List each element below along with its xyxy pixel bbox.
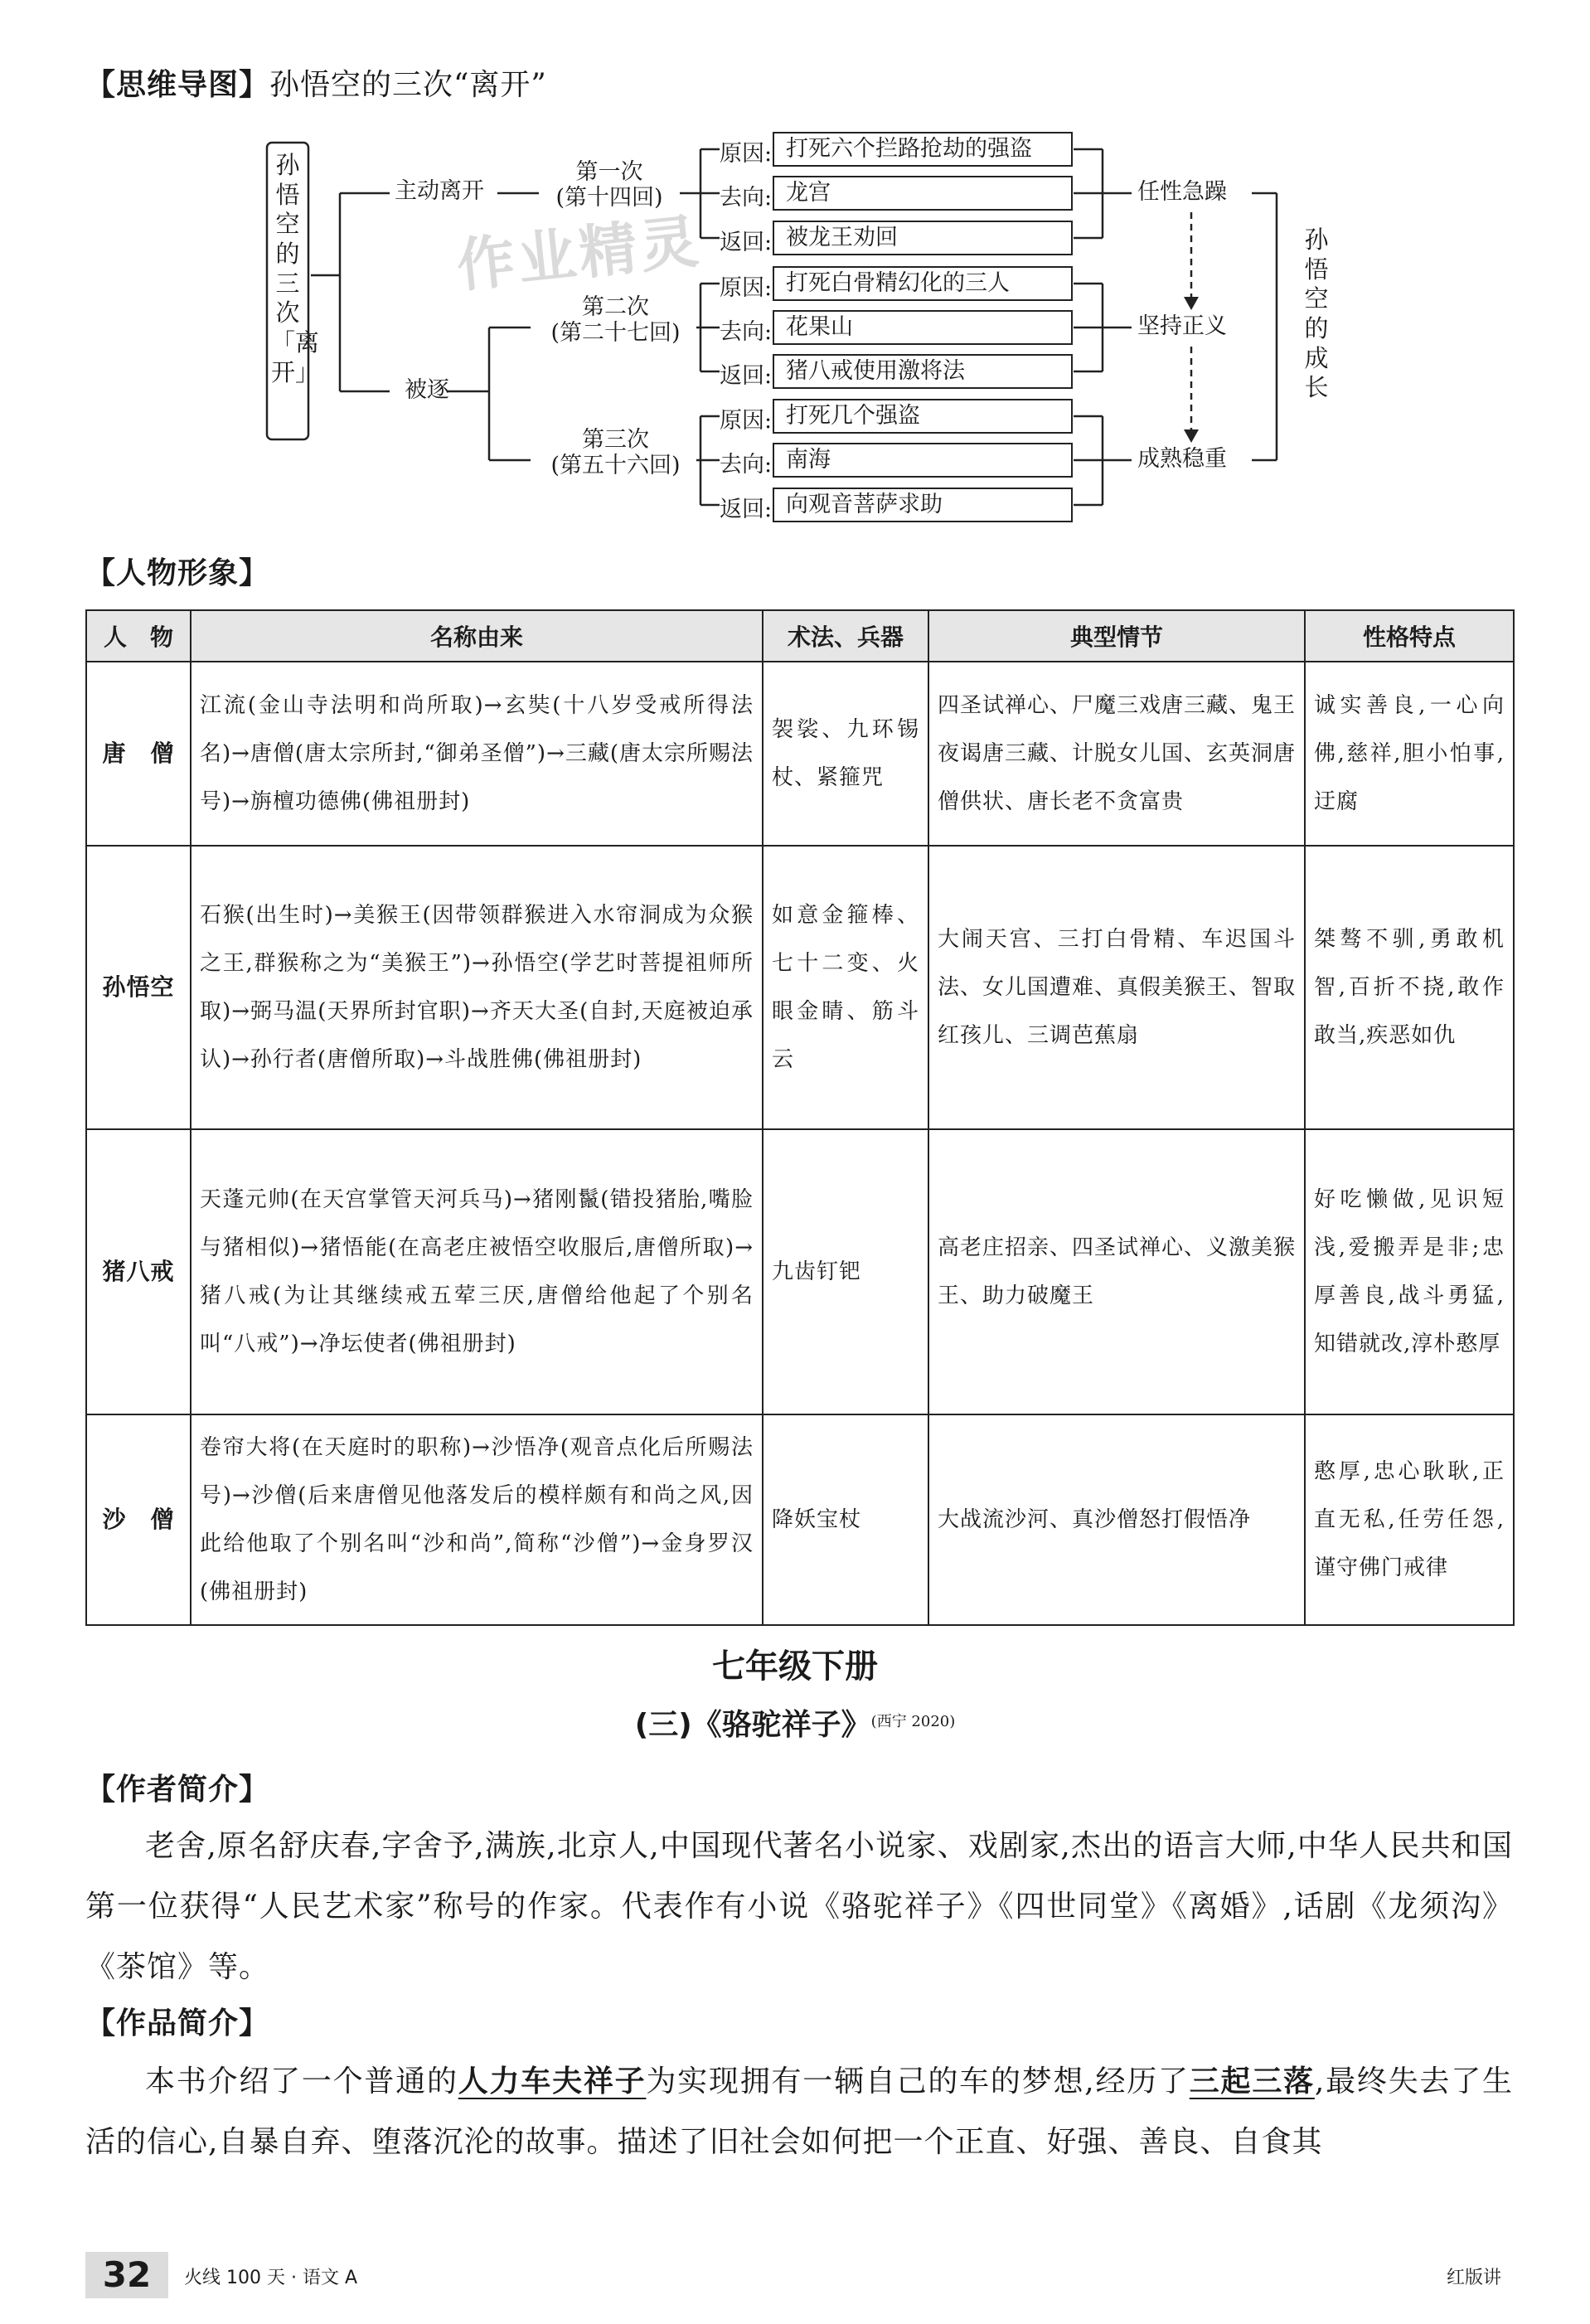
trait-bracket-1: [1074, 149, 1132, 238]
trait: 憨厚,忠心耿耿,正直无私,任劳任怨,谨守佛门戒律: [1305, 1414, 1514, 1625]
return-box-3: 向观音菩萨求助: [773, 488, 1073, 522]
arrowhead-1: [1184, 297, 1199, 310]
character-name: 唐 僧: [86, 662, 191, 846]
col-header-origin: 名称由来: [191, 610, 763, 662]
time-3: [531, 427, 700, 478]
time-3-chapter: (第五十六回): [550, 453, 681, 479]
time-3-ordinal: 第三次: [582, 427, 649, 453]
weapon: 袈裟、九环锡杖、紧箍咒: [763, 662, 928, 846]
dest-box-1: 龙宫: [773, 176, 1073, 211]
page-number: 32: [85, 2252, 168, 2298]
work-text-3: ,最终失去了生活的信心,自暴自弃、堕落沉沦的故事。描述了旧社会如何把一个正直、好强、善良、自食其: [85, 2064, 1513, 2159]
reason-label: 原因:: [720, 141, 773, 167]
character-table: [85, 609, 1515, 1626]
work-text-2: 为实现拥有一辆自己的车的梦想,经历了: [646, 2064, 1190, 2098]
character-name: 沙 僧: [86, 1414, 191, 1625]
table-header-row: [86, 610, 1514, 662]
book-title: [0, 1701, 1590, 1744]
return-label: 返回:: [720, 230, 773, 255]
expelled-links: [448, 327, 531, 460]
return-label: 返回:: [720, 363, 773, 389]
dest-box-3: 南海: [773, 443, 1073, 478]
dest-label: 去向:: [720, 185, 773, 211]
time-2-chapter: (第二十七回): [550, 320, 681, 347]
dest-label: 去向:: [720, 319, 773, 345]
watermark: 作业精灵: [453, 206, 705, 301]
mind-map: [0, 0, 1590, 547]
col-header-plot: 典型情节: [928, 610, 1305, 662]
footer-edition: 红版讲: [1447, 2268, 1502, 2288]
author-heading: 【作者简介】: [85, 1773, 270, 1807]
work-text-1: 本书介绍了一个普通的: [145, 2064, 458, 2098]
growth-bracket: [1252, 193, 1277, 460]
mind-map-heading-bracket: 【思维导图】: [85, 68, 270, 102]
trait: 诚实善良,一心向佛,慈祥,胆小怕事,迂腐: [1305, 662, 1514, 846]
time-2-ordinal: 第二次: [582, 294, 649, 320]
col-header-trait: 性格特点: [1305, 610, 1514, 662]
work-heading: 【作品简介】: [85, 2006, 270, 2040]
weapon: 如意金箍棒、七十二变、火眼金睛、筋斗云: [763, 846, 928, 1129]
work-paragraph: [85, 2051, 1513, 2172]
name-origin: 卷帘大将(在天庭时的职称)→沙悟净(观音点化后所赐法号)→沙僧(后来唐僧见他落发后的模样颇有和尚之风,因此给他取了个别名叫“沙和尚”,简称“沙僧”)→金身罗汉(佛祖册封): [191, 1414, 763, 1625]
reason-box-1: 打死六个拦路抢劫的强盗: [773, 132, 1073, 167]
footer-series: 火线 100 天 · 语文 A: [184, 2268, 358, 2288]
work-emphasis-1: 人力车夫祥子: [458, 2064, 647, 2098]
plot: 四圣试禅心、尸魔三戏唐三藏、鬼王夜谒唐三藏、计脱女儿国、玄英洞唐僧供状、唐长老不贪富贵: [928, 662, 1305, 846]
time-1-chapter: (第十四回): [555, 185, 663, 211]
mind-map-heading-text: 孙悟空的三次“离开”: [269, 68, 547, 102]
trait-3: 成熟稳重: [1137, 446, 1227, 472]
reason-box-2: 打死白骨精幻化的三人: [773, 266, 1073, 301]
return-box-1: 被龙王劝回: [773, 221, 1073, 255]
arrowhead-2: [1184, 429, 1199, 443]
dest-label: 去向:: [720, 452, 773, 478]
author-paragraph: 老舍,原名舒庆春,字舍予,满族,北京人,中国现代著名小说家、戏剧家,杰出的语言大师,中华人民共和国第一位获得“人民艺术家”称号的作家。代表作有小说《骆驼祥子》《四世同堂》《离婚》,话剧《龙须沟》《茶馆》等。: [85, 1829, 1513, 1984]
work-emphasis-2: 三起三落: [1189, 2064, 1315, 2098]
reason-box-3: 打死几个强盗: [773, 399, 1073, 434]
volume-title: 七年级下册: [712, 1647, 878, 1686]
trait-bracket-3: [1074, 416, 1132, 505]
time-1: [539, 159, 680, 211]
name-origin: 天蓬元帅(在天宫掌管天河兵马)→猪刚鬣(错投猪胎,嘴脸与猪相似)→猪悟能(在高老庄被悟空收服后,唐僧所取)→猪八戒(为让其继续戒五荤三厌,唐僧给他起了个别名叫“八戒”)→净坛使者(佛祖册封): [191, 1129, 763, 1414]
weapon: 降妖宝杖: [763, 1414, 928, 1625]
plot: 大闹天宫、三打白骨精、车迟国斗法、女儿国遭难、真假美猴王、智取红孩儿、三调芭蕉扇: [928, 846, 1305, 1129]
time-2: [531, 294, 700, 346]
table-row: [86, 1129, 1514, 1414]
plot: 高老庄招亲、四圣试禅心、义激美猴王、助力破魔王: [928, 1129, 1305, 1414]
table-row: [86, 1414, 1514, 1625]
dest-box-2: 花果山: [773, 310, 1073, 345]
table-row: [86, 662, 1514, 846]
trait: 桀骜不驯,勇敢机智,百折不挠,敢作敢当,疾恶如仇: [1305, 846, 1514, 1129]
root-branches: [311, 193, 390, 391]
book-title-text: (三)《骆驼祥子》: [634, 1708, 871, 1742]
trait-1: 任性急躁: [1137, 179, 1227, 205]
branch-expelled: 被逐: [405, 377, 449, 403]
table-row: [86, 846, 1514, 1129]
reason-label: 原因:: [720, 275, 773, 301]
trait-2: 坚持正义: [1137, 313, 1227, 339]
branch-active: 主动离开: [395, 178, 484, 204]
name-origin: 石猴(出生时)→美猴王(因带领群猴进入水帘洞成为众猴之王,群猴称之为“美猴王”)→孙悟空(学艺时菩提祖师所取)→弼马温(天界所封官职)→齐天大圣(自封,天庭被迫承认)→孙行者(唐僧所取)→斗战胜佛(佛祖册封): [191, 846, 763, 1129]
growth-label: 孙悟空的成长: [1304, 226, 1329, 402]
plot: 大战流沙河、真沙僧怒打假悟净: [928, 1414, 1305, 1625]
trait-bracket-2: [1074, 284, 1132, 371]
root-label: 孙悟空的三次「离开」: [271, 151, 320, 386]
trait: 好吃懒做,见识短浅,爱搬弄是非;忠厚善良,战斗勇猛,知错就改,淳朴憨厚: [1305, 1129, 1514, 1414]
col-header-character: 人 物: [86, 610, 191, 662]
name-origin: 江流(金山寺法明和尚所取)→玄奘(十八岁受戒所得法名)→唐僧(唐太宗所封,“御弟圣僧”)→三藏(唐太宗所赐法号)→旃檀功德佛(佛祖册封): [191, 662, 763, 846]
col-header-weapon: 术法、兵器: [763, 610, 928, 662]
weapon: 九齿钉钯: [763, 1129, 928, 1414]
time-1-ordinal: 第一次: [575, 159, 643, 185]
return-label: 返回:: [720, 497, 773, 522]
character-name: 孙悟空: [86, 846, 191, 1129]
book-tag: (西宁 2020): [870, 1713, 956, 1730]
character-name: 猪八戒: [86, 1129, 191, 1414]
characters-heading: 【人物形象】: [85, 556, 270, 590]
return-box-2: 猪八戒使用激将法: [773, 354, 1073, 389]
reason-label: 原因:: [720, 408, 773, 434]
